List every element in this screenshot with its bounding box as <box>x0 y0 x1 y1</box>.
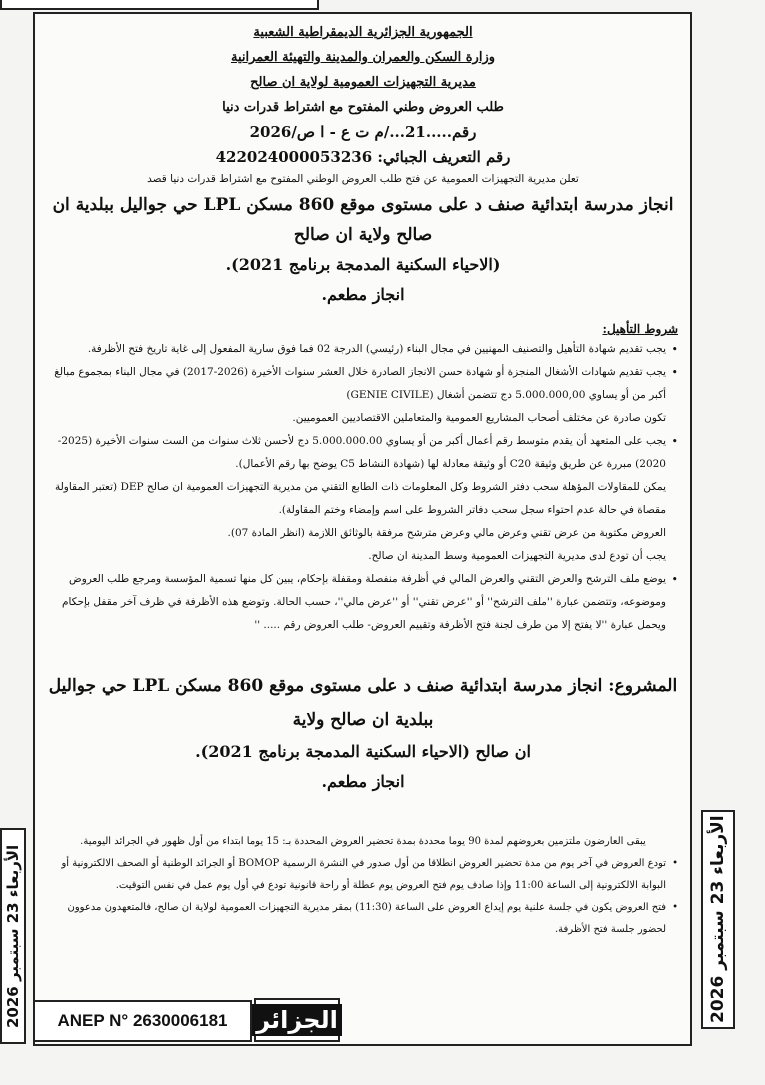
fiscal-id: رقم التعريف الجبائي: 422024000053236 <box>215 148 511 166</box>
condition-item: يجب أن تودع لدى مديرية التجهيزات العمومية وسط المدينة ان صالح. <box>368 550 666 562</box>
condition-item: يمكن للمقاولات المؤهلة سحب دفتر الشروط وكل المعلومات ذات الطابع التقني من مديرية التجهيزات العمومية ان صالح DEP (تعتبر المقاولة مقصاة في حالة عدم احتواء سجل سحب دفاتر الشروط على اسم وإمضاء وختم المقاولة). <box>54 481 666 516</box>
project-title-line1: انجاز مدرسة ابتدائية صنف د على مستوى موقع 860 مسكن LPL حي جواليل ببلدية ان صالح ولاية ان صالح <box>52 195 674 245</box>
conditions-heading: شروط التأهيل: <box>602 322 678 336</box>
condition-item: • يجب تقديم شهادات الأشغال المنجزة أو شهادة حسن الانجاز الصادرة خلال العشر سنوات الأخيرة (2026-2017) في مجال البناء بمجموع مبالغ أكبر من أو يساوي 5.000.000,00 دج تتضمن أشغال (GENIE CIVILE) <box>48 361 678 407</box>
project-title-line3: انجاز مطعم. <box>321 285 405 304</box>
closing-notes <box>48 831 678 941</box>
document-content <box>48 20 678 951</box>
newspaper-logo-text: الجزائر <box>252 1004 342 1036</box>
closing-item: يبقى العارضون ملتزمين بعروضهم لمدة 90 يوما محددة بمدة تحضير العروض المحددة بـ: 15 يوما ابتداء من أول ظهور في الجرائد اليومية. <box>80 836 646 847</box>
closing-item: • فتح العروض يكون في جلسة علنية يوم إيداع العروض على الساعة (11:30) بمقر مديرية التجهيزات العمومية لولاية ان صالح، فالمتعهدون مدعوون لحضور جلسة فتح الأظرفة. <box>48 897 678 941</box>
project-repeat-line2: ان صالح (الاحياء السكنية المدمجة برنامج 2021). <box>195 742 531 761</box>
top-border-strip <box>0 0 319 10</box>
condition-item: • يجب تقديم شهادة التأهيل والتصنيف المهنيين في مجال البناء (رئيسي) الدرجة 02 فما فوق سارية المفعول إلى غاية تاريخ فتح الأظرفة. <box>48 338 678 361</box>
side-date-left: الأربعاء 23 سبتمبر 2026 <box>0 828 26 1044</box>
directorate-title: مديرية التجهيزات العمومية لولاية ان صالح <box>250 75 476 90</box>
announcement-text: تعلن مديرية التجهيزات العمومية عن فتح طلب العروض الوطني المفتوح مع اشتراط قدرات دنيا قصد <box>147 173 579 185</box>
condition-item: • يجب على المتعهد أن يقدم متوسط رقم أعمال أكبر من أو يساوي 5.000.000.00 دج لأحسن ثلاث سنوات من الست سنوات الأخيرة (2025-2020) مبررة عن طريق وثيقة C20 أو وثيقة معادلة لها (شهادة النشاط C5 يوضح بها رقم الأعمال). <box>48 430 678 476</box>
condition-item: تكون صادرة عن مختلف أصحاب المشاريع العمومية والمتعاملين الاقتصاديين العموميين. <box>292 412 666 424</box>
ministry-title: وزارة السكن والعمران والمدينة والتهيئة العمرانية <box>230 50 496 65</box>
tender-type: طلب العروض وطني المفتوح مع اشتراط قدرات دنيا <box>222 100 504 115</box>
conditions-list <box>48 338 678 637</box>
project-repeat-line1: المشروع: انجاز مدرسة ابتدائية صنف د على مستوى موقع 860 مسكن LPL حي جواليل ببلدية ان صالح ولاية <box>48 676 678 730</box>
project-repeat-line3: انجاز مطعم. <box>321 772 405 791</box>
newspaper-logo <box>254 998 340 1042</box>
anep-number: ANEP N° 2630006181 <box>33 1000 252 1042</box>
tender-reference: رقم.....21.../م ت ع - ا ص/2026 <box>249 123 477 141</box>
side-date-right: الأربعاء 23 سبتمبر 2026 <box>701 810 735 1029</box>
closing-item: • تودع العروض في آخر يوم من مدة تحضير العروض انطلاقا من أول صدور في النشرة الرسمية BOMOP أو الجرائد الوطنية أو الصحف الالكترونية أو البوابة الالكترونية إلى الساعة 11:00 وإذا صادف يوم فتح العروض يوم عطلة أو راحة قانونية تودع في أول يوم عمل في نفس التوقيت. <box>48 853 678 897</box>
condition-item: • يوضع ملف الترشح والعرض التقني والعرض المالي في أظرفة منفصلة ومقفلة بإحكام، يبين كل منها تسمية المؤسسة ومرجع طلب العروض وموضوعه، وتتضمن عبارة ''ملف الترشح'' أو ''عرض تقني'' أو ''عرض مالي''، حسب الحالة. وتوضع هذه الأظرفة في ظرف آخر مقفل بإحكام ويحمل عبارة ''لا يفتح إلا من طرف لجنة فتح الأظرفة وتقييم العروض- طلب العروض رقم ..... '' <box>48 568 678 637</box>
condition-item: العروض مكتوبة من عرض تقني وعرض مالي وعرض مترشح مرفقة بالوثائق اللازمة (انظر المادة 07). <box>227 527 666 539</box>
project-title-line2: (الاحياء السكنية المدمجة برنامج 2021). <box>225 255 501 274</box>
republic-title: الجمهورية الجزائرية الديمقراطية الشعبية <box>253 25 473 40</box>
